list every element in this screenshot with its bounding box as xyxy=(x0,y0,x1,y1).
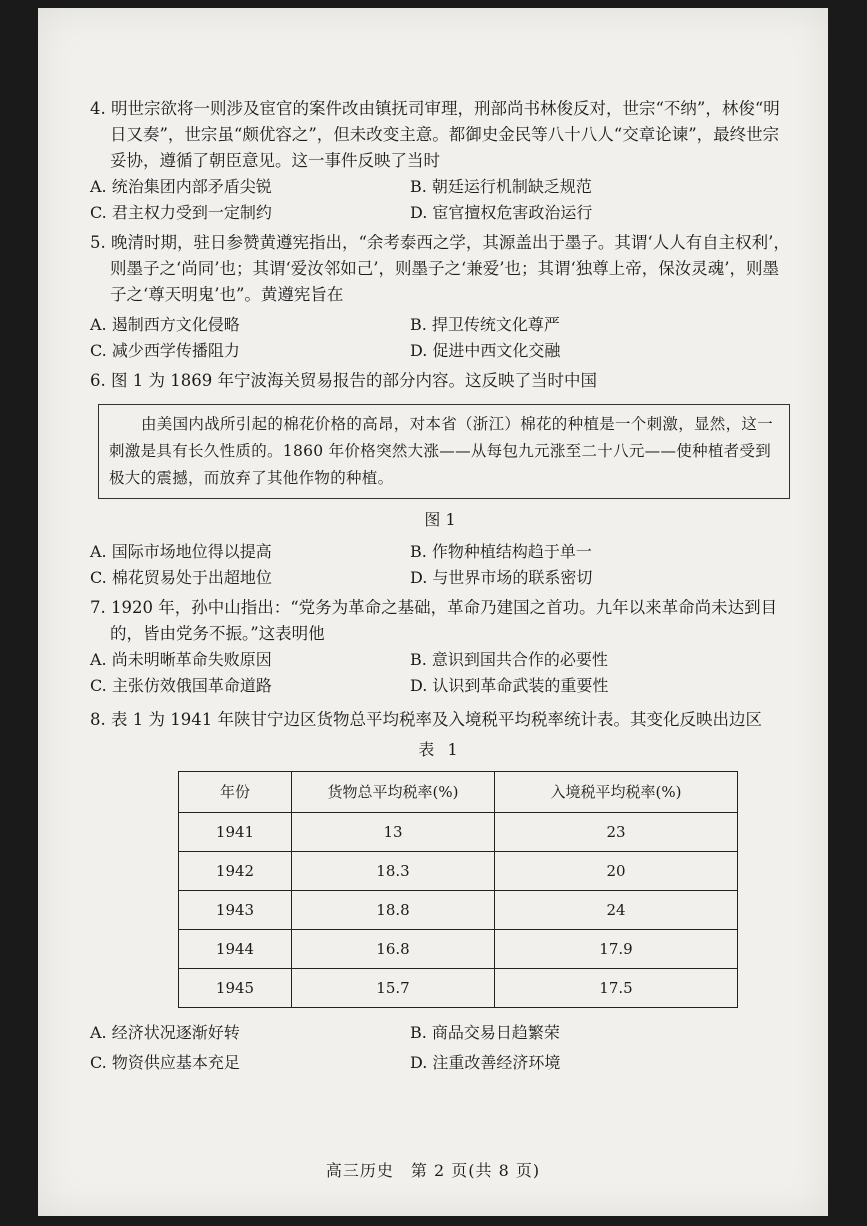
cell-total-rate: 16.8 xyxy=(292,930,495,969)
header-entry-rate: 入境税平均税率(%) xyxy=(495,772,738,813)
options xyxy=(90,539,790,591)
tax-rate-table xyxy=(178,771,738,1008)
cell-year: 1943 xyxy=(179,891,292,930)
question-stem: 6. 图 1 为 1869 年宁波海关贸易报告的部分内容。这反映了当时中国 xyxy=(90,371,597,390)
option-c[interactable]: C. 主张仿效俄国革命道路 xyxy=(90,676,272,695)
question-list xyxy=(90,96,790,1078)
option-b[interactable]: B. 捍卫传统文化尊严 xyxy=(410,315,560,334)
option-a[interactable]: A. 统治集团内部矛盾尖锐 xyxy=(90,177,272,196)
cell-year: 1941 xyxy=(179,813,292,852)
option-c[interactable]: C. 减少西学传播阻力 xyxy=(90,341,240,360)
table-row xyxy=(179,813,738,852)
option-b[interactable]: B. 商品交易日趋繁荣 xyxy=(410,1023,560,1042)
header-total-rate: 货物总平均税率(%) xyxy=(292,772,495,813)
option-b[interactable]: B. 作物种植结构趋于单一 xyxy=(410,542,592,561)
options xyxy=(90,647,790,699)
options xyxy=(90,1018,790,1078)
cell-year: 1942 xyxy=(179,852,292,891)
table-row xyxy=(179,891,738,930)
question-stem: 7. 1920 年，孙中山指出：“党务为革命之基础，革命乃建国之首功。九年以来革命尚未达到目的，皆由党务不振。”这表明他 xyxy=(90,598,778,643)
header-year: 年份 xyxy=(179,772,292,813)
options xyxy=(90,312,790,364)
option-d[interactable]: D. 认识到革命武装的重要性 xyxy=(410,676,609,695)
option-d[interactable]: D. 促进中西文化交融 xyxy=(410,341,561,360)
table-row xyxy=(179,852,738,891)
option-c[interactable]: C. 棉花贸易处于出超地位 xyxy=(90,568,272,587)
option-c[interactable]: C. 君主权力受到一定制约 xyxy=(90,203,272,222)
question-8 xyxy=(90,707,790,1078)
cell-entry-rate: 17.5 xyxy=(495,969,738,1008)
option-b[interactable]: B. 意识到国共合作的必要性 xyxy=(410,650,608,669)
cell-total-rate: 18.8 xyxy=(292,891,495,930)
source-quote-box: 由美国内战所引起的棉花价格的高昂，对本省（浙江）棉花的种植是一个刺激，显然，这一刺激是具有长久性质的。1860 年价格突然大涨——从每包九元涨至二十八元——使种植者受到极大的震撼，而放弃了其他作物的种植。 xyxy=(98,404,790,499)
question-stem: 8. 表 1 为 1941 年陕甘宁边区货物总平均税率及入境税平均税率统计表。其变化反映出边区 xyxy=(90,710,762,729)
figure-caption: 图 1 xyxy=(424,510,456,529)
cell-entry-rate: 23 xyxy=(495,813,738,852)
option-a[interactable]: A. 尚未明晰革命失败原因 xyxy=(90,650,272,669)
question-stem: 5. 晚清时期，驻日参赞黄遵宪指出，“余考泰西之学，其源盖出于墨子。其谓‘人人有自主权利’，则墨子之‘尚同’也；其谓‘爱汝邻如己’，则墨子之‘兼爱’也；其谓‘独尊上帝，保汝灵魂’，则墨子之‘尊天明鬼’也”。黄遵宪旨在 xyxy=(90,233,790,304)
cell-year: 1945 xyxy=(179,969,292,1008)
table-header-row xyxy=(179,772,738,813)
question-7 xyxy=(90,595,790,699)
cell-entry-rate: 20 xyxy=(495,852,738,891)
option-d[interactable]: D. 注重改善经济环境 xyxy=(410,1053,561,1072)
cell-entry-rate: 17.9 xyxy=(495,930,738,969)
page-footer: 高三历史 第 2 页(共 8 页) xyxy=(325,1161,541,1180)
option-d[interactable]: D. 与世界市场的联系密切 xyxy=(410,568,593,587)
options xyxy=(90,174,790,226)
option-c[interactable]: C. 物资供应基本充足 xyxy=(90,1053,240,1072)
question-4 xyxy=(90,96,790,226)
option-b[interactable]: B. 朝廷运行机制缺乏规范 xyxy=(410,177,592,196)
cell-year: 1944 xyxy=(179,930,292,969)
option-d[interactable]: D. 宦官擅权危害政治运行 xyxy=(410,203,593,222)
cell-total-rate: 18.3 xyxy=(292,852,495,891)
exam-page xyxy=(38,8,828,1216)
table-row xyxy=(179,969,738,1008)
option-a[interactable]: A. 经济状况逐渐好转 xyxy=(90,1023,240,1042)
question-5 xyxy=(90,230,790,364)
cell-total-rate: 13 xyxy=(292,813,495,852)
option-a[interactable]: A. 遏制西方文化侵略 xyxy=(90,315,240,334)
question-stem: 4. 明世宗欲将一则涉及宦官的案件改由镇抚司审理，刑部尚书林俊反对，世宗“不纳”，林俊“明日又奏”，世宗虽“颇优容之”，但未改变主意。都御史金民等八十八人“交章论谏”，最终世宗妥协，遵循了朝臣意见。这一事件反映了当时 xyxy=(90,99,780,170)
cell-total-rate: 15.7 xyxy=(292,969,495,1008)
table-caption: 表 1 xyxy=(418,740,462,759)
table-row xyxy=(179,930,738,969)
question-6 xyxy=(90,368,790,591)
option-a[interactable]: A. 国际市场地位得以提高 xyxy=(90,542,272,561)
cell-entry-rate: 24 xyxy=(495,891,738,930)
